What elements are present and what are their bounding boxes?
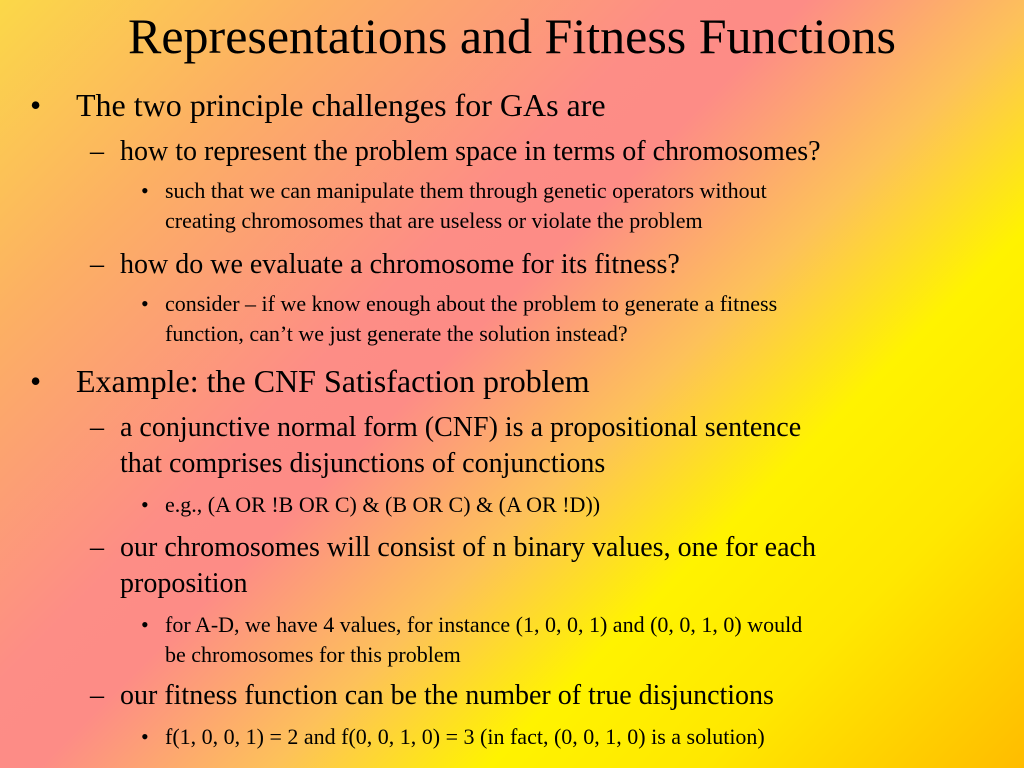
sub-sub-bullet-item: [141, 490, 601, 520]
sub-bullet-marker: •: [141, 492, 149, 517]
bullet-text: The two principle challenges for GAs are: [76, 87, 606, 123]
slide-title: Representations and Fitness Functions: [128, 8, 896, 64]
dash-marker: –: [90, 412, 104, 443]
sub-bullet-item: [90, 531, 816, 565]
sub-bullet-text: how to represent the problem space in terms of chromosomes?: [120, 136, 821, 167]
sub-bullet-item: [90, 411, 802, 445]
sub-sub-bullet-item: [141, 610, 803, 640]
sub-bullet-text: how do we evaluate a chromosome for its fitness?: [120, 249, 680, 280]
sub-bullet-continuation: [120, 447, 605, 481]
sub-bullet-text: that comprises disjunctions of conjunctions: [120, 448, 606, 479]
sub-bullet-marker: •: [141, 612, 149, 637]
sub-sub-bullet-text: be chromosomes for this problem: [165, 642, 461, 667]
sub-sub-bullet-text: for A-D, we have 4 values, for instance (1, 0, 0, 1) and (0, 0, 1, 0) would: [165, 612, 803, 637]
sub-sub-bullet-text: f(1, 0, 0, 1) = 2 and f(0, 0, 1, 0) = 3 (in fact, (0, 0, 1, 0) is a solution): [165, 724, 765, 749]
sub-sub-bullet-continuation: [165, 206, 703, 236]
sub-bullet-continuation: [120, 567, 248, 601]
sub-bullet-text: our fitness function can be the number of true disjunctions: [120, 680, 774, 711]
sub-bullet-item: [90, 135, 821, 169]
sub-sub-bullet-text: e.g., (A OR !B OR C) & (B OR C) & (A OR !D)): [165, 492, 601, 517]
sub-bullet-text: a conjunctive normal form (CNF) is a propositional sentence: [120, 412, 802, 443]
dash-marker: –: [90, 136, 104, 167]
sub-sub-bullet-text: such that we can manipulate them through genetic operators without: [165, 178, 767, 203]
sub-sub-bullet-text: consider – if we know enough about the problem to generate a fitness: [165, 291, 778, 316]
sub-sub-bullet-item: [141, 176, 767, 206]
sub-bullet-marker: •: [141, 178, 149, 203]
sub-sub-bullet-item: [141, 289, 778, 319]
sub-bullet-text: our chromosomes will consist of n binary values, one for each: [120, 532, 816, 563]
sub-bullet-text: proposition: [120, 568, 248, 599]
bullet-item: [30, 362, 590, 400]
sub-bullet-marker: •: [141, 724, 149, 749]
dash-marker: –: [90, 680, 104, 711]
sub-sub-bullet-item: [141, 722, 765, 752]
sub-bullet-item: [90, 248, 680, 282]
sub-bullet-item: [90, 679, 774, 713]
sub-sub-bullet-text: creating chromosomes that are useless or violate the problem: [165, 208, 703, 233]
sub-bullet-marker: •: [141, 291, 149, 316]
bullet-marker: •: [30, 87, 42, 123]
dash-marker: –: [90, 249, 104, 280]
dash-marker: –: [90, 532, 104, 563]
sub-sub-bullet-text: function, can’t we just generate the solution instead?: [165, 321, 628, 346]
bullet-text: Example: the CNF Satisfaction problem: [76, 363, 590, 399]
bullet-item: [30, 86, 606, 124]
bullet-marker: •: [30, 363, 42, 399]
sub-sub-bullet-continuation: [165, 640, 461, 670]
sub-sub-bullet-continuation: [165, 319, 628, 349]
